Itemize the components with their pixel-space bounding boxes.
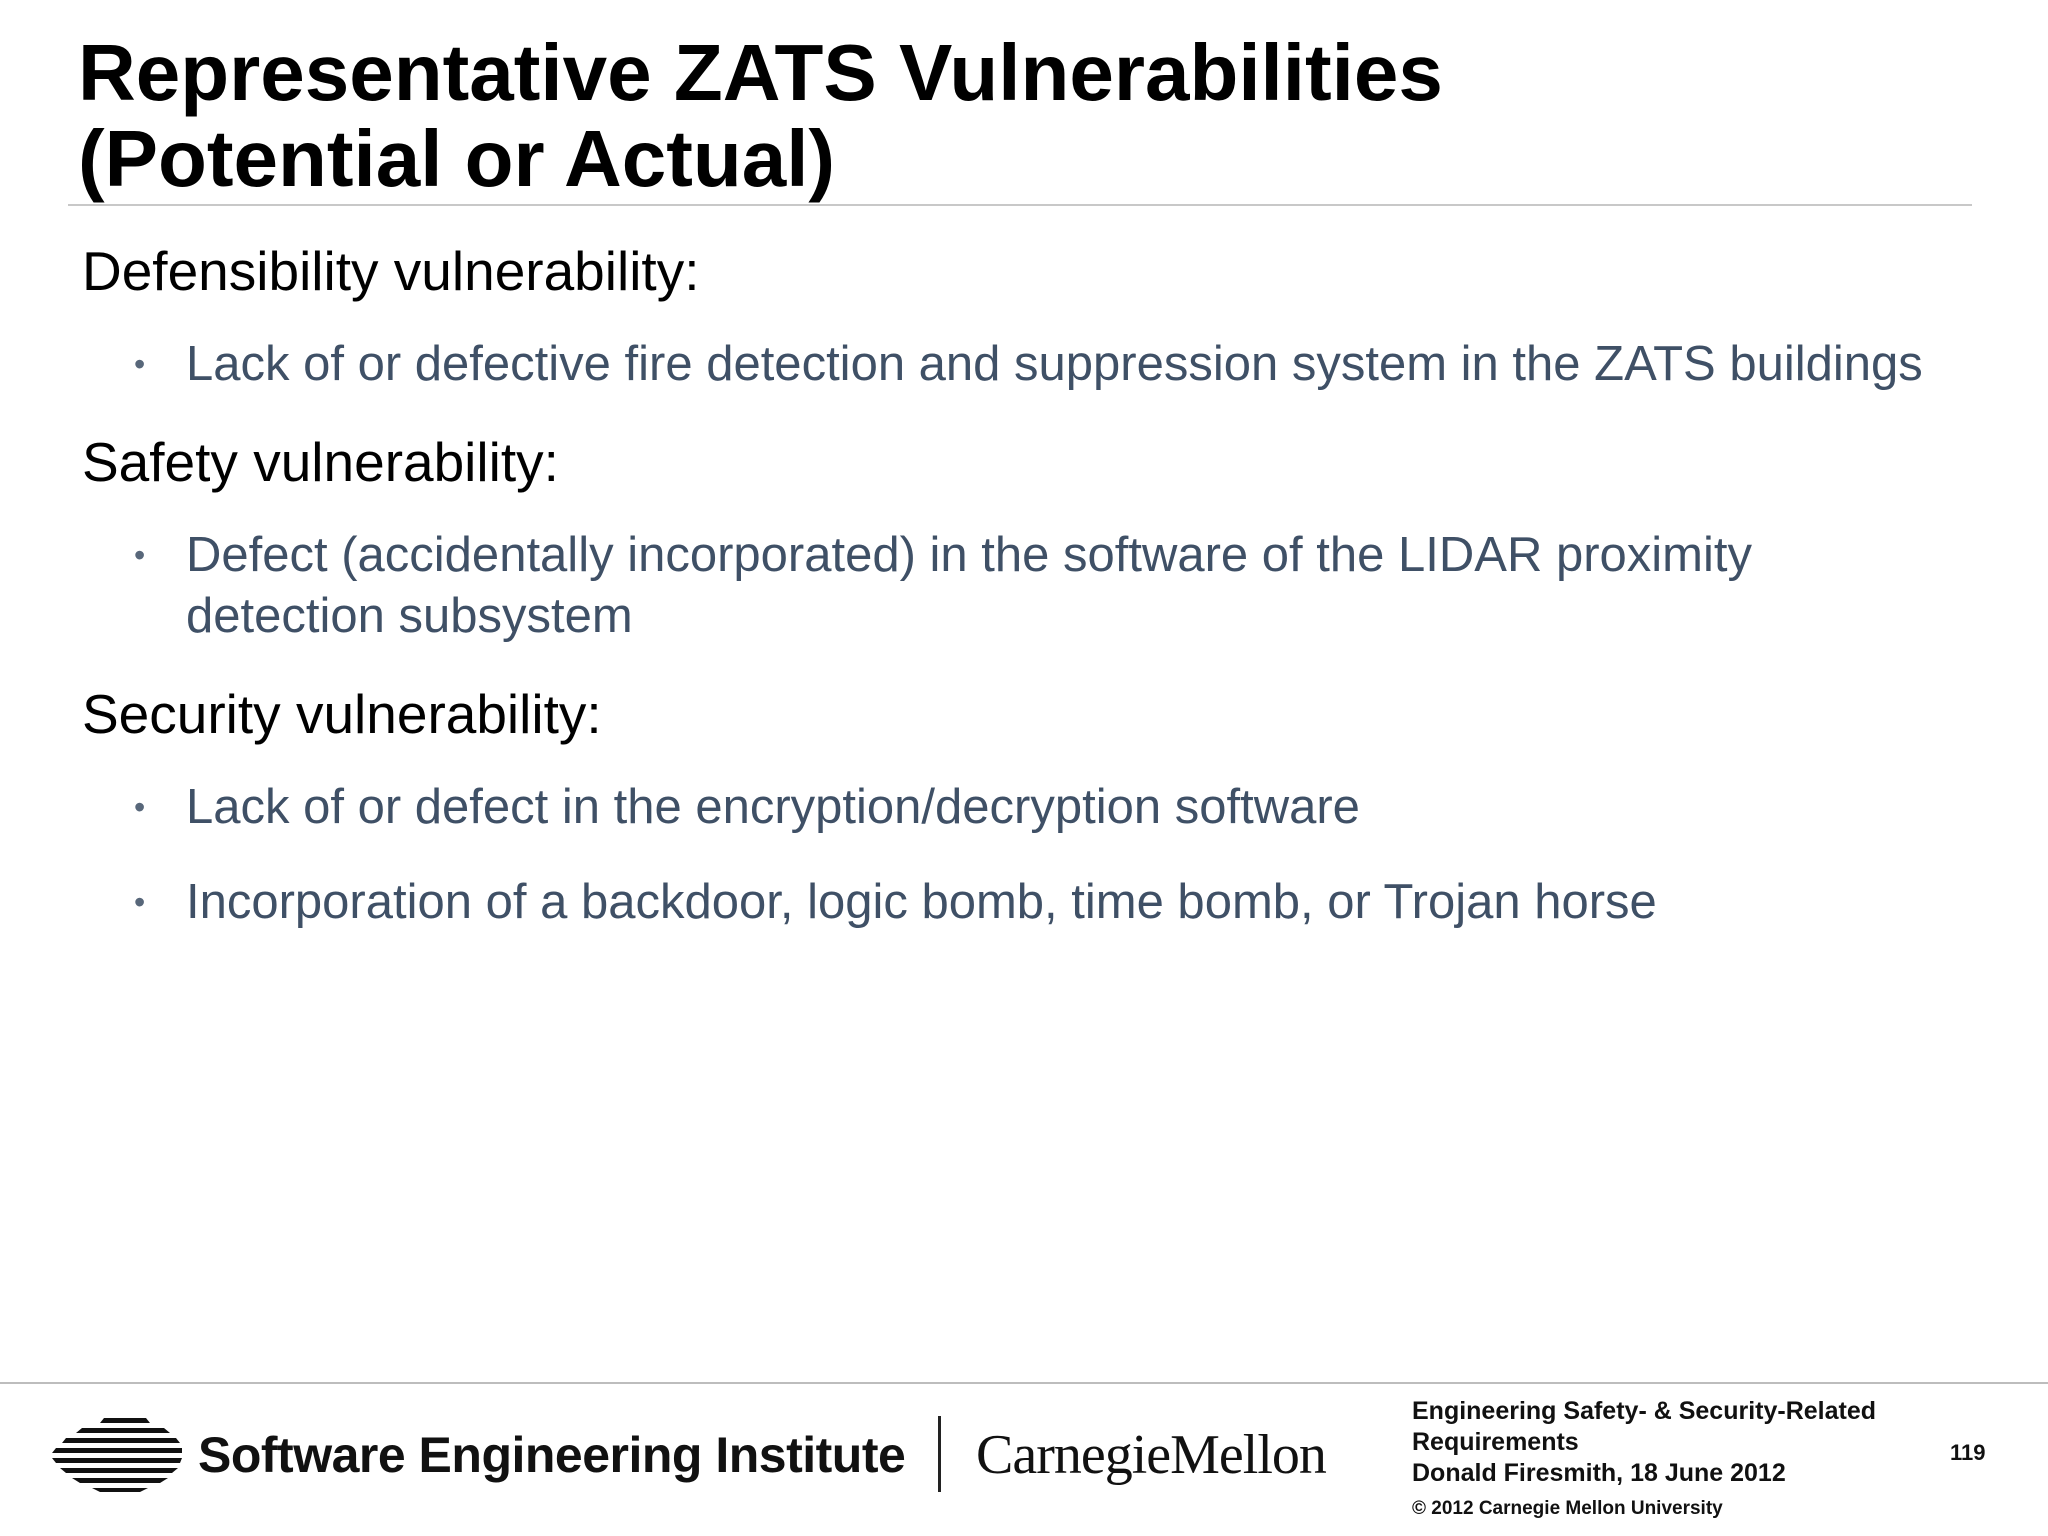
bullet-item [82, 777, 1942, 838]
bullet-item [82, 525, 1942, 647]
logo-separator [938, 1416, 941, 1492]
bullet-item [82, 334, 1942, 395]
bullet-icon: • [134, 789, 146, 825]
bullet-list [82, 334, 1942, 395]
bullet-text: Incorporation of a backdoor, logic bomb, time bomb, or Trojan horse [186, 875, 1657, 929]
bullet-icon: • [134, 537, 146, 573]
footer-info [1412, 1396, 1912, 1523]
title-divider [68, 204, 1972, 206]
sei-wordmark: Software Engineering Institute [198, 1427, 906, 1483]
bullet-list [82, 777, 1942, 933]
bullet-item [82, 872, 1942, 933]
slide-title-line2: (Potential or Actual) [78, 114, 836, 203]
copyright-notice: © 2012 Carnegie Mellon University [1412, 1498, 1723, 1519]
slide-body [82, 238, 1942, 967]
slide-title-line1: Representative ZATS Vulnerabilities [78, 28, 1443, 117]
author-date: Donald Firesmith, 18 June 2012 [1412, 1459, 1786, 1487]
bullet-icon: • [134, 346, 146, 382]
section-heading: Defensibility vulnerability: [82, 240, 700, 302]
sei-striped-globe-icon [52, 1416, 182, 1494]
bullet-icon: • [134, 884, 146, 920]
bullet-text: Defect (accidentally incorporated) in the software of the LIDAR proximity detection subsystem [186, 528, 1752, 643]
cmu-wordmark: CarnegieMellon [976, 1424, 1326, 1486]
section-safety [82, 429, 1942, 647]
course-title-line1: Engineering Safety- & Security-Related [1412, 1397, 1877, 1425]
footer-divider [0, 1382, 2048, 1384]
section-security [82, 681, 1942, 933]
course-title-line2: Requirements [1412, 1428, 1579, 1456]
section-heading: Security vulnerability: [82, 683, 602, 745]
section-defensibility [82, 238, 1942, 395]
bullet-text: Lack of or defect in the encryption/decryption software [186, 780, 1360, 834]
section-heading: Safety vulnerability: [82, 431, 559, 493]
bullet-text: Lack of or defective fire detection and suppression system in the ZATS buildings [186, 337, 1923, 391]
slide-title [78, 30, 1958, 202]
bullet-list [82, 525, 1942, 647]
page-number: 119 [1950, 1440, 1986, 1465]
